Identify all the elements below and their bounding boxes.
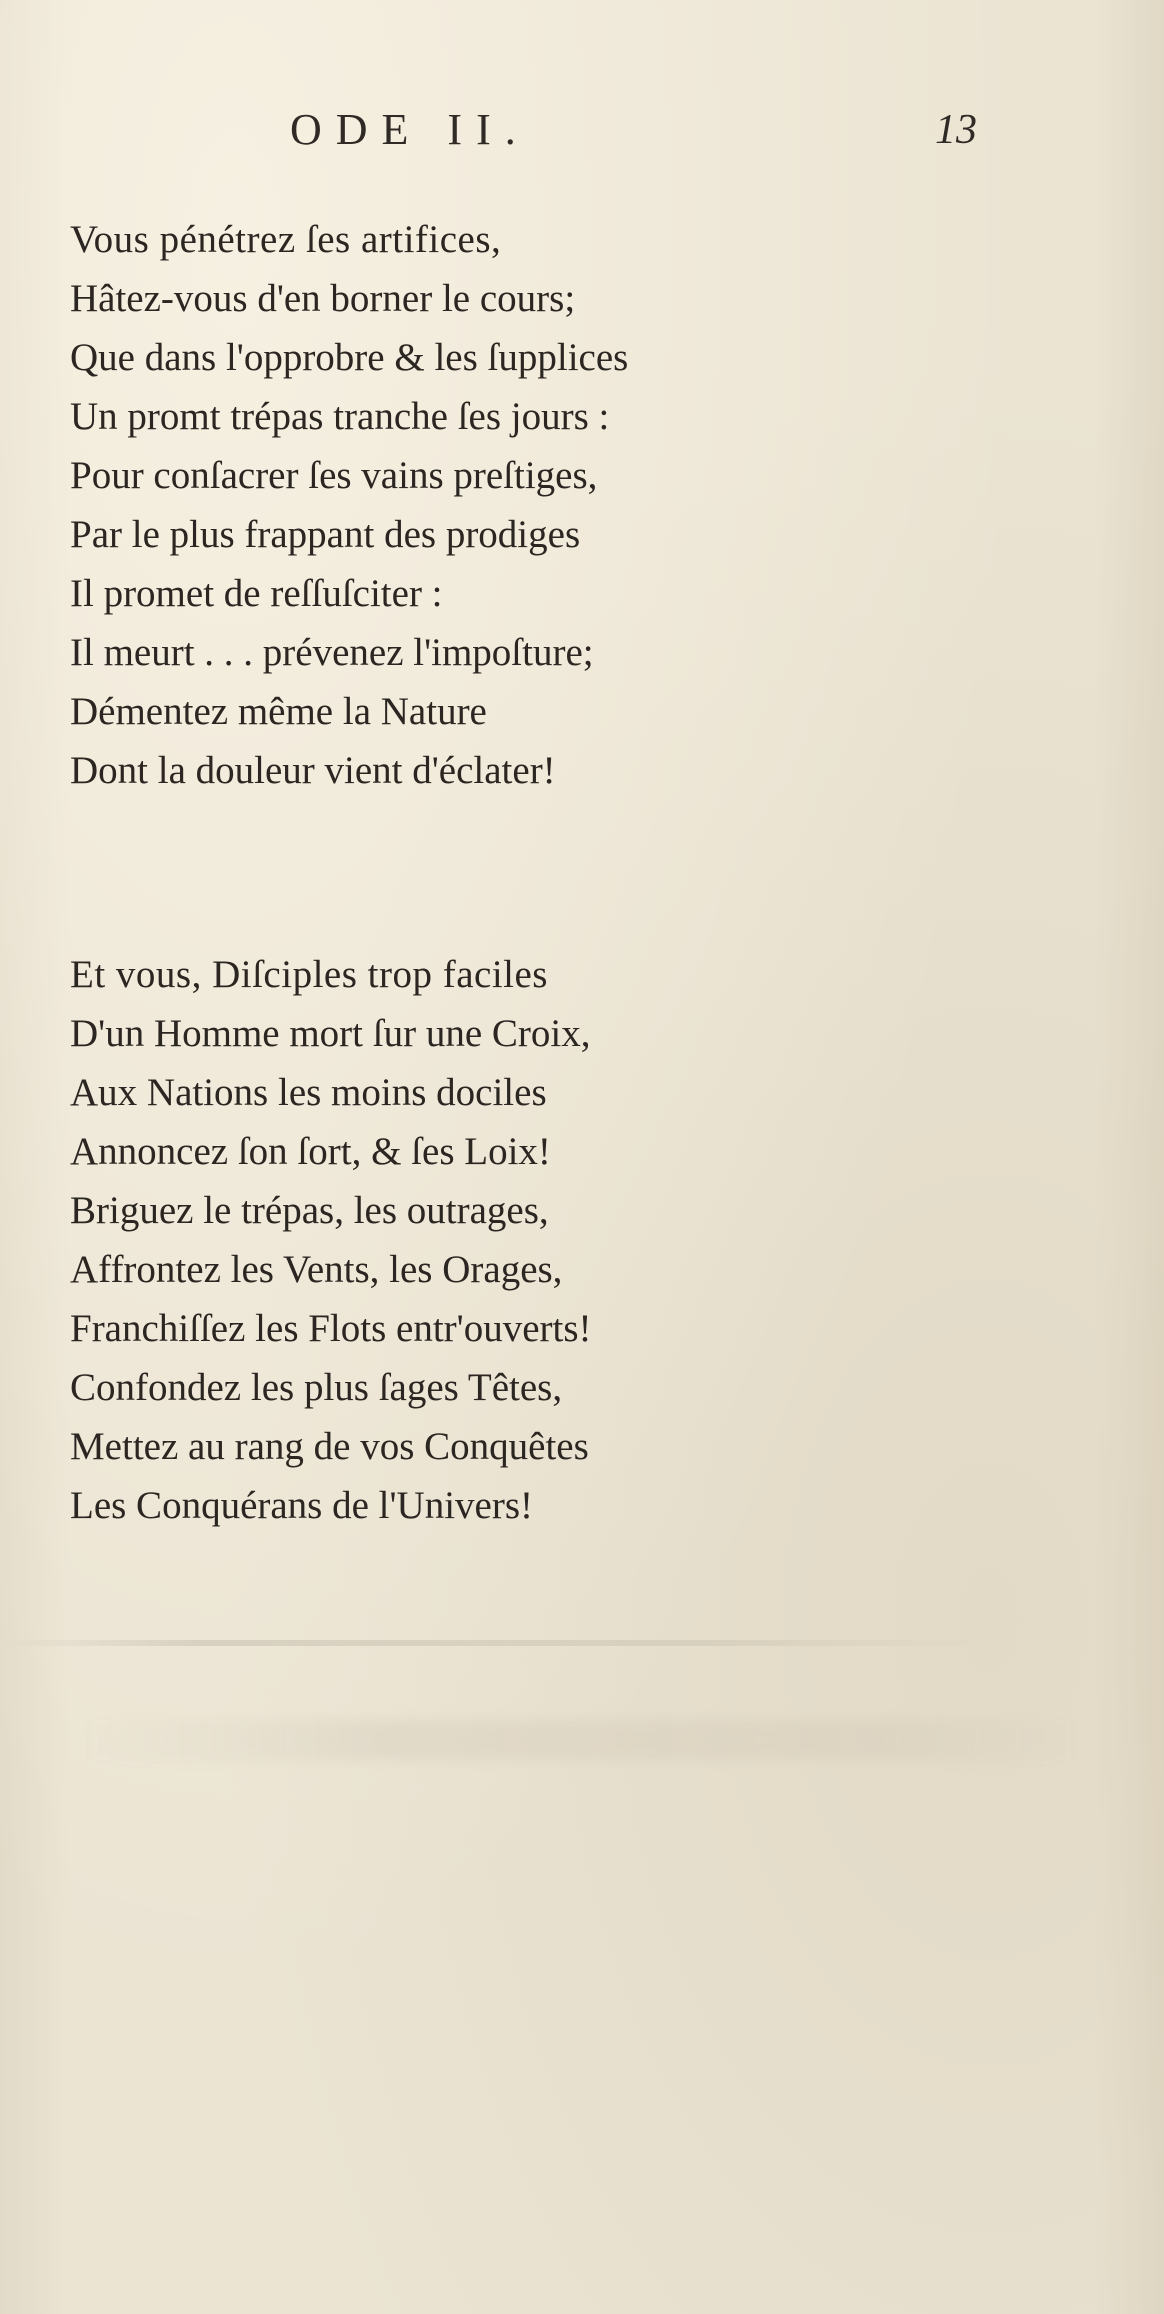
verse-line: Franchiſſez les Flots entr'ouverts! — [70, 1307, 592, 1350]
ink-bleed-through — [80, 1720, 1080, 1760]
page-number: 13 — [935, 107, 977, 153]
verse-line: Briguez le trépas, les outrages, — [70, 1189, 549, 1232]
verse-line: Par le plus frappant des prodiges — [70, 513, 581, 556]
verse-line: Annoncez ſon ſort, & ſes Loix! — [70, 1130, 551, 1173]
ode-title: ODE II. — [290, 105, 530, 154]
verse-line: Mettez au rang de vos Conquêtes — [70, 1425, 589, 1468]
paper-crease — [0, 1640, 1000, 1646]
verse-line: Vous pénétrez ſes artifices, — [70, 218, 502, 261]
verse-line: Aux Nations les moins dociles — [70, 1071, 547, 1114]
stanza-1 — [70, 210, 1090, 800]
running-head — [0, 100, 1164, 160]
verse-line: Il promet de reſſuſciter : — [70, 572, 443, 615]
stanza-2 — [70, 945, 1090, 1535]
verse-line: Confondez les plus ſages Têtes, — [70, 1366, 563, 1409]
verse-line: Un promt trépas tranche ſes jours : — [70, 395, 610, 438]
verse-line: Que dans l'opprobre & les ſupplices — [70, 336, 629, 379]
verse-line: Affrontez les Vents, les Orages, — [70, 1248, 563, 1291]
verse-line: Il meurt . . . prévenez l'impoſture; — [70, 631, 594, 674]
verse-line: Les Conquérans de l'Univers! — [70, 1484, 533, 1527]
verse-line: Hâtez-vous d'en borner le cours; — [70, 277, 576, 320]
verse-line: Dont la douleur vient d'éclater! — [70, 749, 556, 792]
verse-line: D'un Homme mort ſur une Croix, — [70, 1012, 591, 1055]
verse-line: Pour conſacrer ſes vains preſtiges, — [70, 454, 598, 497]
verse-line: Et vous, Diſciples trop faciles — [70, 953, 548, 996]
verse-line: Démentez même la Nature — [70, 690, 487, 733]
